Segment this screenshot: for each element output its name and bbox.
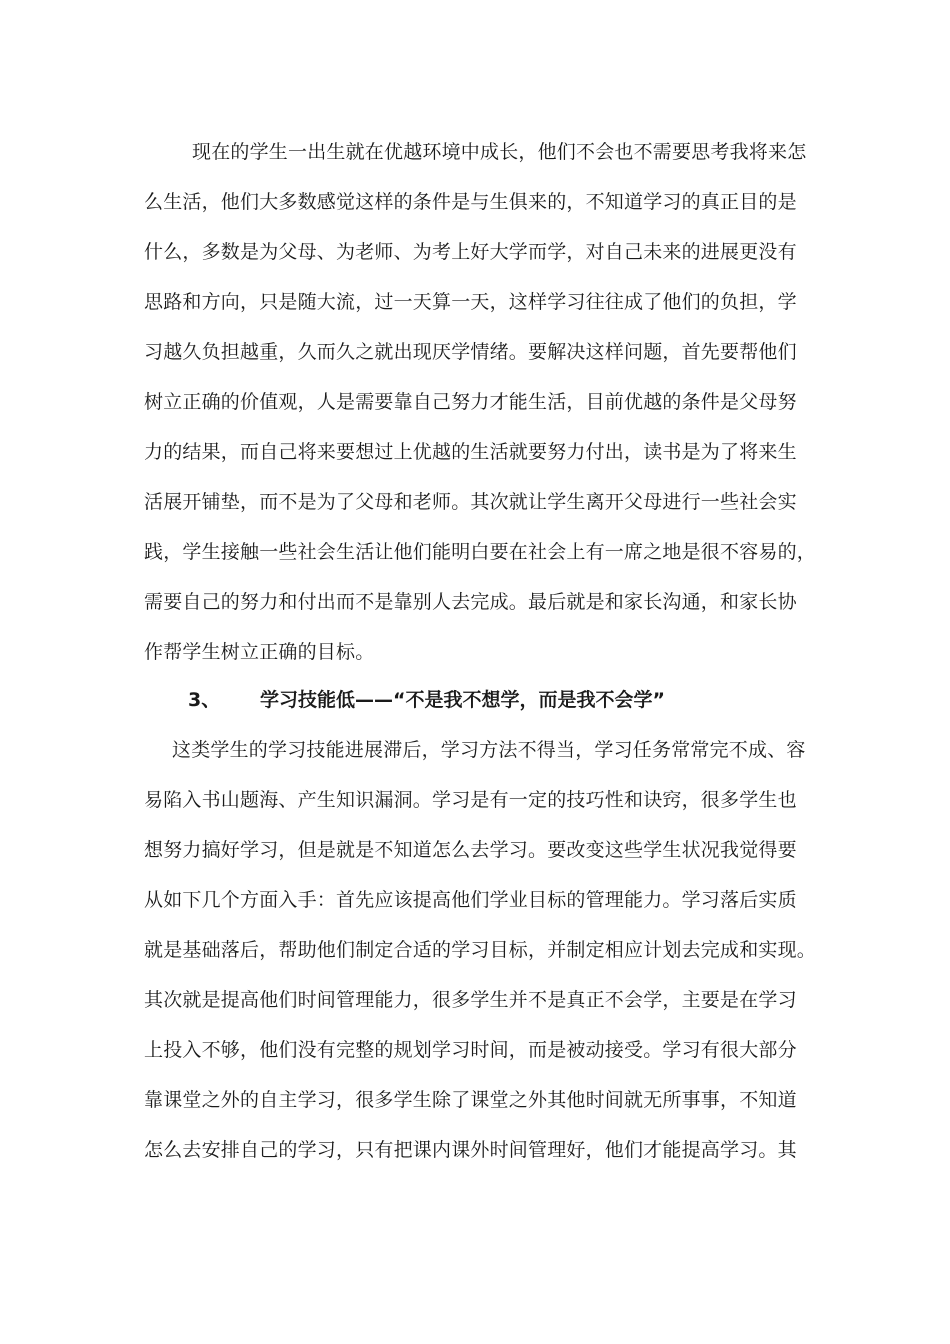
paragraph2-line: 想努力搞好学习，但是就是不知道怎么去学习。要改变这些学生状况我觉得要 <box>144 839 797 861</box>
paragraph1-line: 树立正确的价值观，人是需要靠自己努力才能生活，目前优越的条件是父母努 <box>144 391 797 413</box>
paragraph1-line: 需要自己的努力和付出而不是靠别人去完成。最后就是和家长沟通，和家长协 <box>144 591 797 613</box>
paragraph2-line: 从如下几个方面入手：首先应该提高他们学业目标的管理能力。学习落后实质 <box>144 889 797 911</box>
paragraph1-line: 作帮学生树立正确的目标。 <box>144 641 375 663</box>
paragraph2-line: 其次就是提高他们时间管理能力，很多学生并不是真正不会学，主要是在学习 <box>144 989 797 1011</box>
paragraph1-line: 现在的学生一出生就在优越环境中成长，他们不会也不需要思考我将来怎 <box>192 141 807 163</box>
paragraph1-line: 践，学生接触一些社会生活让他们能明白要在社会上有一席之地是很不容易的， <box>144 541 817 563</box>
paragraph1-line: 力的结果，而自己将来要想过上优越的生活就要努力付出，读书是为了将来生 <box>144 441 797 463</box>
paragraph2-line: 就是基础落后，帮助他们制定合适的学习目标，并制定相应计划去完成和实现。 <box>144 939 817 961</box>
paragraph1-line: 么生活，他们大多数感觉这样的条件是与生俱来的，不知道学习的真正目的是 <box>144 191 797 213</box>
paragraph2-line: 上投入不够，他们没有完整的规划学习时间，而是被动接受。学习有很大部分 <box>144 1039 797 1061</box>
paragraph2-line: 这类学生的学习技能进展滞后，学习方法不得当，学习任务常常完不成、容 <box>172 739 806 761</box>
paragraph2-line: 怎么去安排自己的学习，只有把课内课外时间管理好，他们才能提高学习。其 <box>144 1139 797 1161</box>
paragraph1-line: 习越久负担越重，久而久之就出现厌学情绪。要解决这样问题，首先要帮他们 <box>144 341 797 363</box>
paragraph1-line: 活展开铺垫，而不是为了父母和老师。其次就让学生离开父母进行一些社会实 <box>144 491 797 513</box>
section-number: 3、 <box>188 689 221 711</box>
paragraph2-line: 易陷入书山题海、产生知识漏洞。学习是有一定的技巧性和诀窍，很多学生也 <box>144 789 797 811</box>
paragraph2-line: 靠课堂之外的自主学习，很多学生除了课堂之外其他时间就无所事事，不知道 <box>144 1089 797 1111</box>
section-title: 学习技能低——“不是我不想学，而是我不会学” <box>260 689 665 711</box>
paragraph1-line: 什么，多数是为父母、为老师、为考上好大学而学，对自己未来的进展更没有 <box>144 241 797 263</box>
paragraph1-line: 思路和方向，只是随大流，过一天算一天，这样学习往往成了他们的负担，学 <box>144 291 797 313</box>
